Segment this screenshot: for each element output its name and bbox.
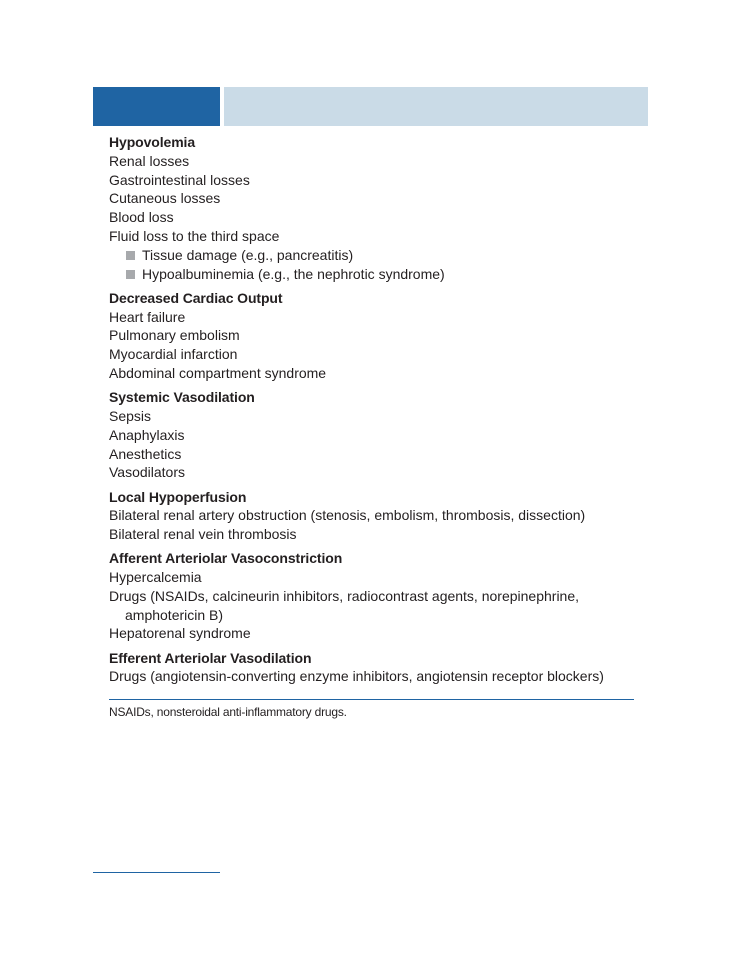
table-item: Anaphylaxis <box>109 426 185 443</box>
square-bullet-icon <box>126 251 135 260</box>
section-heading: Systemic Vasodilation <box>109 389 255 406</box>
table-item: Fluid loss to the third space <box>109 227 280 244</box>
table-item: Bilateral renal artery obstruction (stenosis, embolism, thrombosis, dissection) <box>109 507 586 524</box>
section-heading: Local Hypoperfusion <box>109 488 247 505</box>
table-item: Renal losses <box>109 152 190 169</box>
table-item: Gastrointestinal losses <box>109 171 250 188</box>
table-item: Blood loss <box>109 209 174 226</box>
table-item: Drugs (angiotensin-converting enzyme inhibitors, angiotensin receptor blockers) <box>109 668 604 685</box>
table-subitem-text: Hypoalbuminemia (e.g., the nephrotic syndrome) <box>142 265 445 282</box>
table-footnote: NSAIDs, nonsteroidal anti-inflammatory drugs. <box>109 705 347 719</box>
table-item: Sepsis <box>109 407 152 424</box>
table-header <box>93 87 648 126</box>
table-subitem <box>109 246 639 265</box>
table-item: Heart failure <box>109 308 186 325</box>
table-title-bar <box>224 87 648 126</box>
table-item: Bilateral renal vein thrombosis <box>109 526 297 543</box>
table-item: Myocardial infarction <box>109 346 238 363</box>
table-item: Hypercalcemia <box>109 569 202 586</box>
table-bottom-rule <box>109 699 634 700</box>
table-subitem <box>109 265 639 284</box>
table-body <box>109 133 639 686</box>
table-section <box>109 649 639 687</box>
table-number-tab <box>93 87 220 126</box>
table-section <box>109 488 639 544</box>
table-item: Vasodilators <box>109 464 186 481</box>
section-heading: Efferent Arteriolar Vasodilation <box>109 649 312 666</box>
table-section <box>109 289 639 383</box>
footnote-separator-rule <box>93 872 220 873</box>
table-item: Drugs (NSAIDs, calcineurin inhibitors, radiocontrast agents, norepinephrine, amphotericin B) <box>109 587 580 623</box>
table-item: Abdominal compartment syndrome <box>109 364 327 381</box>
table-section <box>109 549 639 643</box>
table-item: Pulmonary embolism <box>109 327 240 344</box>
table-item: Hepatorenal syndrome <box>109 625 251 642</box>
square-bullet-icon <box>126 270 135 279</box>
table-item: Cutaneous losses <box>109 190 221 207</box>
section-heading: Hypovolemia <box>109 134 196 150</box>
table-section <box>109 388 639 482</box>
table-item: Anesthetics <box>109 445 182 462</box>
table-subitem-text: Tissue damage (e.g., pancreatitis) <box>142 246 354 263</box>
section-heading: Afferent Arteriolar Vasoconstriction <box>109 550 343 567</box>
table-section <box>109 133 639 283</box>
section-heading: Decreased Cardiac Output <box>109 289 283 306</box>
